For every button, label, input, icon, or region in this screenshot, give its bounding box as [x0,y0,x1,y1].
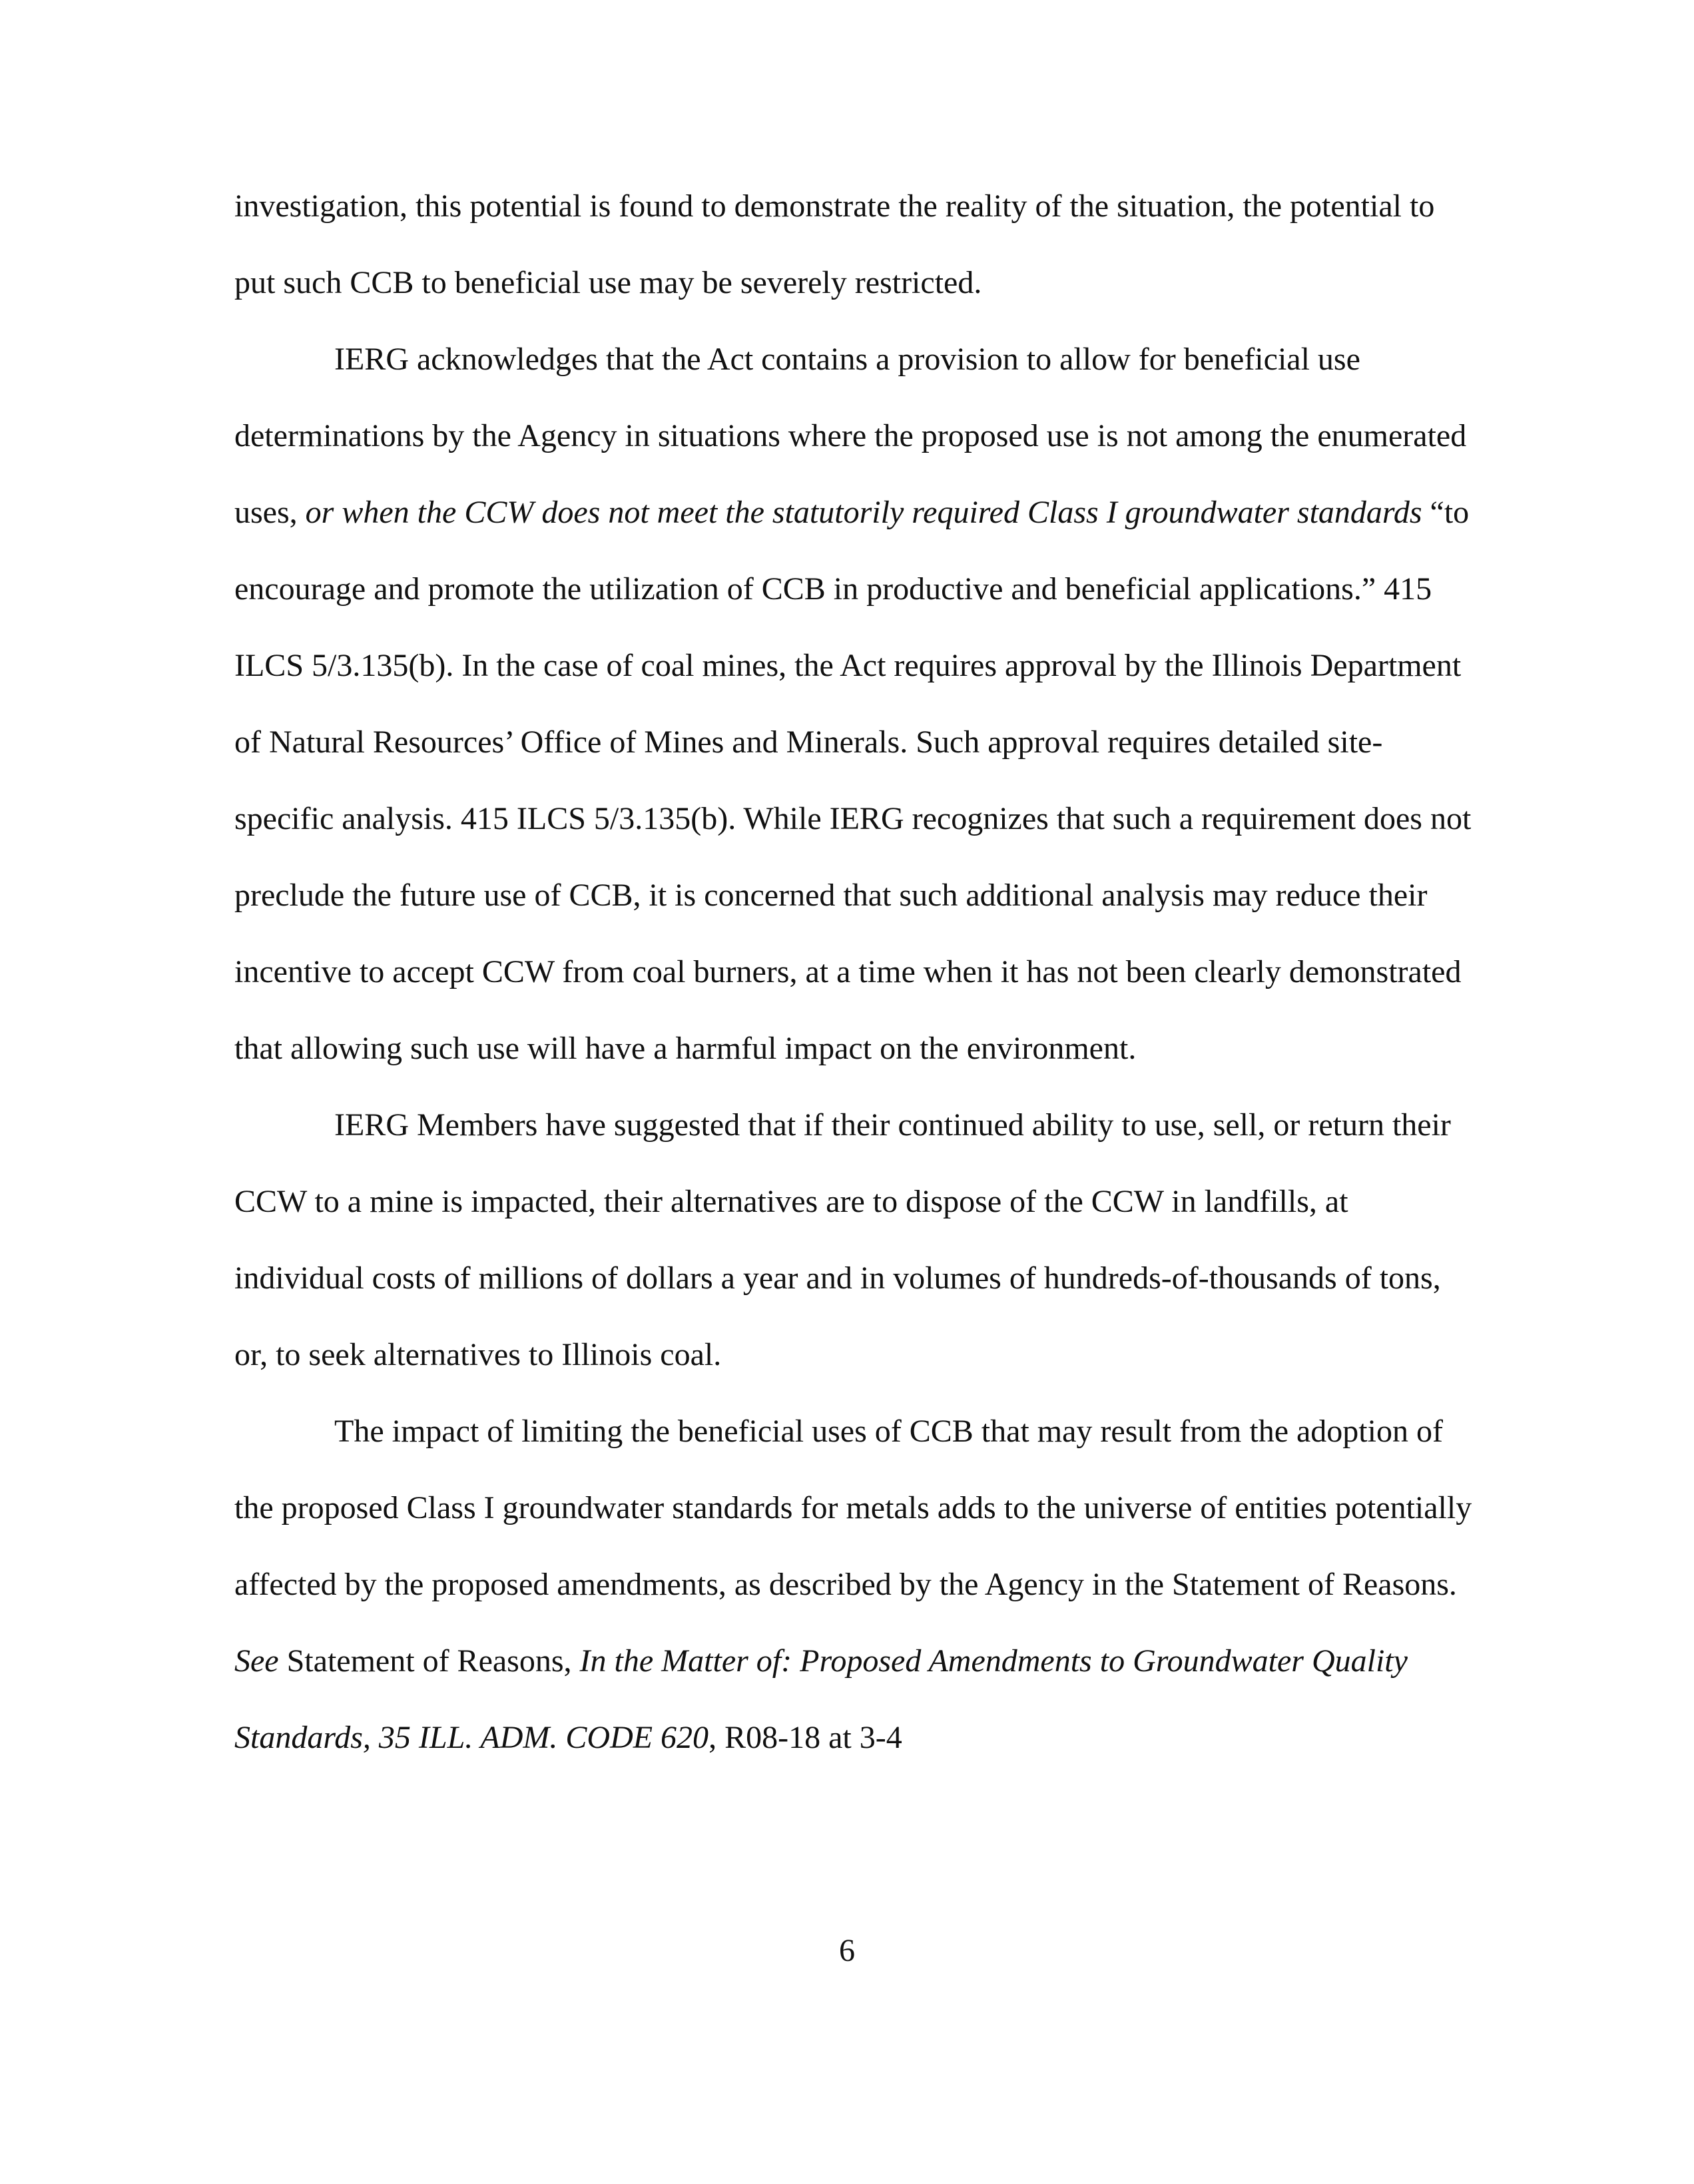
paragraph-1 [234,168,1473,321]
document-body [234,168,1473,1776]
paragraph-2-text-b: “to encourage and promote the utilization of CCB in productive and beneficial applications.” 415 ILCS 5/3.135(b). In the case of coal mines, the Act requires approval by the Illinois Department of Natural Resources’ Office of Mines and Minerals. Such approval requires detailed site-specific analysis. 415 ILCS 5/3.135(b). While IERG recognizes that such a requirement does not preclude the future use of CCB, it is concerned that such additional analysis may reduce their incentive to accept CCW from coal burners, at a time when it has not been clearly demonstrated that allowing such use will have a harmful impact on the environment. [234,495,1472,1066]
paragraph-4-text-b: Statement of Reasons, [278,1643,580,1679]
paragraph-1-text: investigation, this potential is found to demonstrate the reality of the situation, the potential to put such CCB to beneficial use may be severely restricted. [234,188,1435,300]
paragraph-2 [234,321,1473,1087]
paragraph-3 [234,1087,1473,1393]
page-number: 6 [839,1933,855,1968]
paragraph-4-italic-case-title: In the Matter of: Proposed Amendments to Groundwater Quality Standards, 35 ILL. ADM. CODE 620 [234,1643,1408,1755]
paragraph-4-text-a: The impact of limiting the beneficial uses of CCB that may result from the adoption of the proposed Class I groundwater standards for metals adds to the universe of entities potentially affected by the proposed amendments, as described by the Agency in the Statement of Reasons. [234,1414,1472,1602]
paragraph-4 [234,1393,1473,1776]
paragraph-2-italic-phrase: or when the CCW does not meet the statutorily required Class I groundwater standards [305,495,1422,530]
paragraph-2-text-a: IERG acknowledges that the Act contains a provision to allow for beneficial use determinations by the Agency in situations where the proposed use is not among the enumerated uses, [234,342,1467,530]
paragraph-3-text: IERG Members have suggested that if their continued ability to use, sell, or return their CCW to a mine is impacted, their alternatives are to dispose of the CCW in landfills, at individual costs of millions of dollars a year and in volumes of hundreds-of-thousands of tons, or, to seek alternatives to Illinois coal. [234,1107,1451,1372]
paragraph-4-italic-see: See [234,1643,279,1679]
paragraph-4-text-c: , R08-18 at 3-4 [708,1720,902,1755]
